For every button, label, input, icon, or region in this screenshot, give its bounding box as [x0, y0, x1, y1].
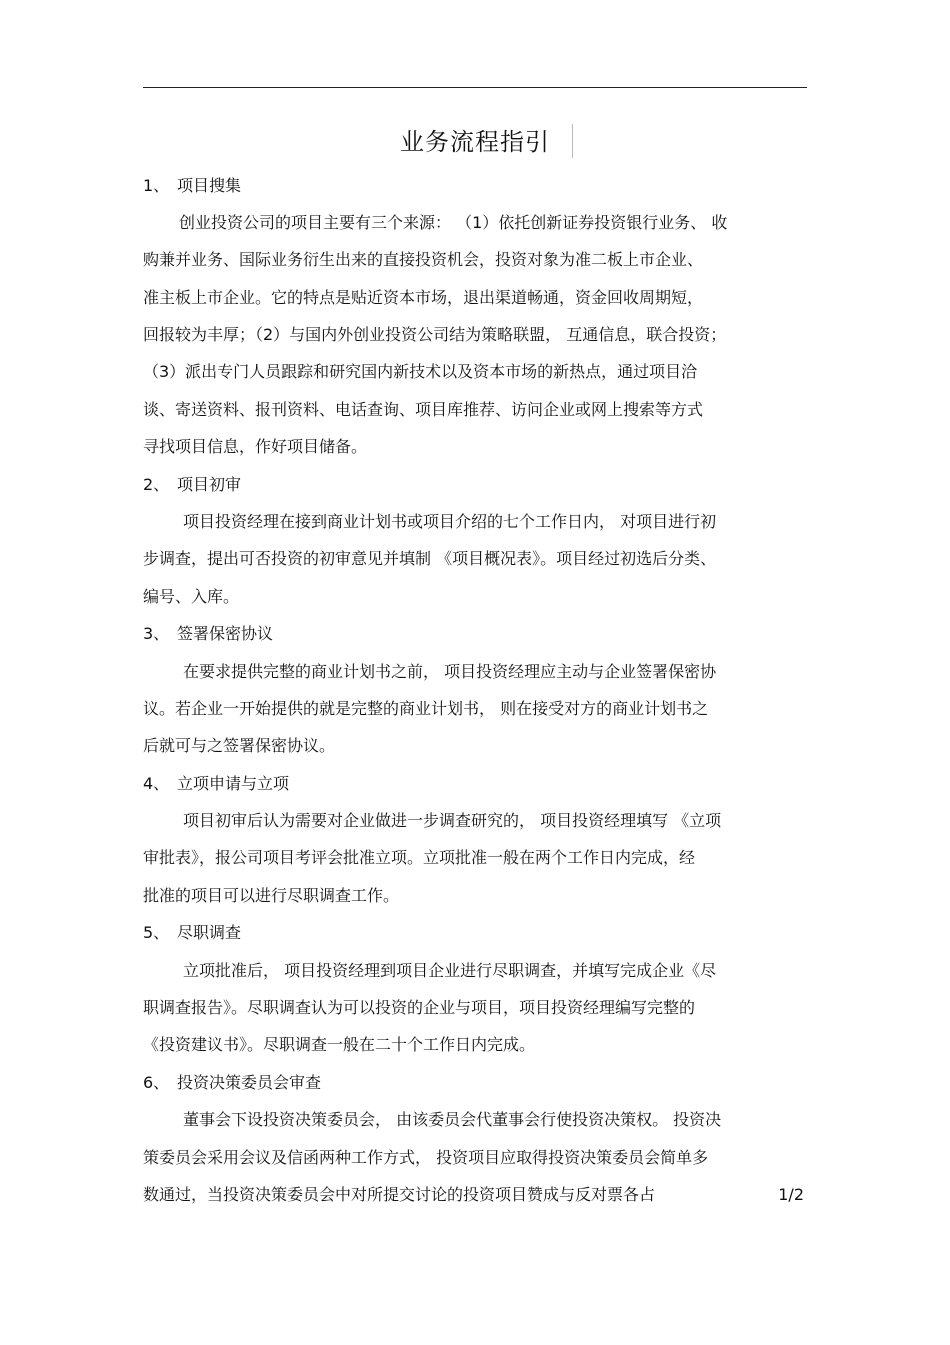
- paragraph-line: 谈、寄送资料、报刊资料、电话查询、项目库推荐、访问企业或网上搜索等方式: [143, 400, 704, 419]
- section-heading: [143, 475, 807, 495]
- fraction-text: 1/2: [778, 1185, 804, 1204]
- section-number: 3、: [143, 624, 170, 643]
- paragraph-line: 购兼并业务、国际业务衍生出来的直接投资机会，投资对象为准二板上市企业、: [143, 250, 704, 269]
- paragraph-line: 后就可与之签署保密协议。: [143, 736, 336, 755]
- paragraph-line: 董事会下设投资决策委员会， 由该委员会代董事会行使投资决策权。 投资决: [183, 1110, 722, 1129]
- paragraph-line: 编号、入库。: [143, 587, 240, 606]
- paragraph-line: 步调查，提出可否投资的初审意见并填制 《项目概况表》。项目经过初选后分类、: [143, 549, 717, 568]
- paragraph-line: 立项批准后， 项目投资经理到项目企业进行尽职调查，并填写完成企业《尽: [183, 961, 717, 980]
- paragraph-line: 批准的项目可以进行尽职调查工作。: [143, 886, 400, 905]
- paragraph-line: 在要求提供完整的商业计划书之前， 项目投资经理应主动与企业签署保密协: [183, 662, 717, 681]
- paragraph-line: 《投资建议书》。尽职调查一般在二十个工作日内完成。: [143, 1035, 536, 1054]
- section-title: 项目搜集: [177, 176, 242, 195]
- section-title: 投资决策委员会审查: [177, 1073, 322, 1092]
- section-heading: [143, 774, 807, 794]
- section-number: 6、: [143, 1073, 170, 1092]
- section-title: 签署保密协议: [177, 624, 274, 643]
- paragraph-line: 寻找项目信息，作好项目储备。: [143, 437, 368, 456]
- paragraph-line: 项目投资经理在接到商业计划书或项目介绍的七个工作日内， 对项目进行初: [183, 512, 717, 531]
- paragraph-line: 审批表》，报公司项目考评会批准立项。立项批准一般在两个工作日内完成，经: [143, 848, 696, 867]
- title-cursor-mark: [572, 124, 573, 158]
- paragraph-line: 策委员会采用会议及信函两种工作方式， 投资项目应取得投资决策委员会简单多: [143, 1148, 709, 1167]
- paragraph-line: 创业投资公司的项目主要有三个来源： （1）依托创新证券投资银行业务、 收: [179, 213, 728, 232]
- paragraph-line: （3）派出专门人员跟踪和研究国内新技术以及资本市场的新热点，通过项目洽: [143, 362, 698, 381]
- paragraph-line: 回报较为丰厚；（2）与国内外创业投资公司结为策略联盟， 互通信息，联合投资；: [143, 325, 727, 344]
- paragraph-line: 项目初审后认为需要对企业做进一步调查研究的， 项目投资经理填写 《立项: [183, 811, 722, 830]
- section-title: 项目初审: [177, 475, 242, 494]
- section-number: 5、: [143, 923, 170, 942]
- paragraph-line: 准主板上市企业。它的特点是贴近资本市场，退出渠道畅通，资金回收周期短，: [143, 288, 704, 307]
- section-heading: [143, 176, 807, 196]
- document-title: 业务流程指引: [400, 128, 550, 156]
- header-rule: [143, 87, 807, 88]
- section-title: 尽职调查: [177, 923, 242, 942]
- section-title: 立项申请与立项: [177, 774, 290, 793]
- section-heading: [143, 624, 807, 644]
- section-number: 2、: [143, 475, 170, 494]
- section-number: 1、: [143, 176, 170, 195]
- paragraph-line: 数通过，当投资决策委员会中对所提交讨论的投资项目赞成与反对票各占: [143, 1185, 656, 1204]
- paragraph-line: 职调查报告》。尽职调查认为可以投资的企业与项目，项目投资经理编写完整的: [143, 998, 696, 1017]
- paragraph-line: 议。若企业一开始提供的就是完整的商业计划书， 则在接受对方的商业计划书之: [143, 699, 709, 718]
- section-heading: [143, 923, 807, 943]
- section-number: 4、: [143, 774, 170, 793]
- section-heading: [143, 1073, 807, 1093]
